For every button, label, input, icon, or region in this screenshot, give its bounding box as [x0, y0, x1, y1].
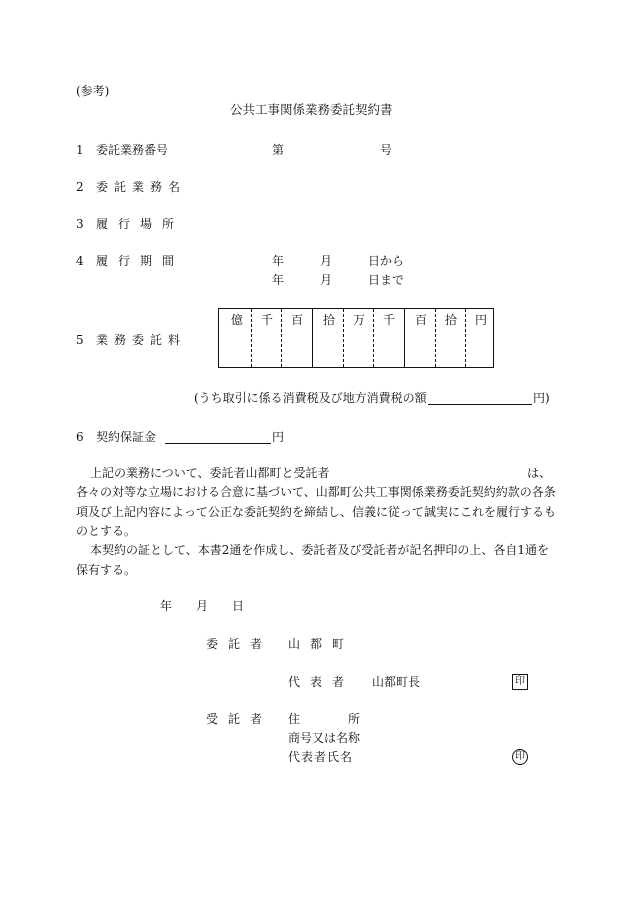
grid-divider: [251, 309, 252, 367]
grid-divider: [281, 309, 282, 367]
period-end-day: 日まで: [368, 273, 405, 287]
consignor-label: 委託者: [206, 637, 273, 651]
item2-label: 委託業務名: [96, 180, 187, 194]
item6-number: 6: [76, 430, 84, 444]
grid-divider: [312, 309, 313, 367]
address-label: 住: [288, 712, 301, 726]
representative-name: 山都町長: [372, 675, 421, 689]
address-label-2: 所: [348, 712, 361, 726]
amount-digit-cell[interactable]: 百: [414, 313, 427, 327]
seal-round-icon: 印: [512, 749, 528, 765]
paragraph1-head: 上記の業務について、委託者山都町と受託者: [90, 466, 330, 480]
grid-divider: [373, 309, 374, 367]
item6-label: 契約保証金: [96, 430, 157, 444]
representative-label: 代表者: [288, 675, 355, 689]
consignor-name: 山都町: [288, 637, 355, 651]
representative-name-label: 代表者氏名: [288, 750, 354, 764]
amount-grid: [218, 308, 494, 368]
amount-digit-cell[interactable]: 億: [230, 313, 243, 327]
date-year: 年: [160, 599, 173, 613]
period-end-month: 月: [320, 273, 333, 287]
amount-digit-cell[interactable]: 拾: [322, 313, 335, 327]
item1-label: 委託業務番号: [96, 143, 169, 157]
amount-digit-cell[interactable]: 拾: [444, 313, 457, 327]
paragraph1-tail: は、: [527, 466, 552, 480]
tax-yen: 円): [533, 391, 550, 405]
period-start-day: 日から: [368, 254, 405, 268]
item3-number: 3: [76, 217, 84, 231]
document-title: 公共工事関係業務委託契約書: [230, 102, 393, 117]
period-start-year: 年: [272, 254, 285, 268]
amount-digit-cell[interactable]: 千: [260, 313, 273, 327]
item4-number: 4: [76, 254, 84, 268]
item1-number: 1: [76, 143, 84, 157]
date-day: 日: [232, 599, 245, 613]
grid-divider: [343, 309, 344, 367]
grid-divider: [465, 309, 466, 367]
tax-note: (うち取引に係る消費税及び地方消費税の額: [194, 391, 427, 405]
amount-digit-cell[interactable]: 千: [382, 313, 395, 327]
grid-divider: [404, 309, 405, 367]
item5-number: 5: [76, 333, 84, 347]
item3-label: 履行場所: [96, 217, 185, 231]
company-name-label: 商号又は名称: [288, 731, 361, 745]
reference-label: (参考): [76, 84, 110, 98]
period-end-year: 年: [272, 273, 285, 287]
amount-digit-cell[interactable]: 万: [352, 313, 365, 327]
amount-digit-cell[interactable]: 円: [474, 313, 487, 327]
item4-label: 履行期間: [96, 254, 185, 268]
seal-square-icon: 印: [512, 674, 528, 690]
amount-digit-cell[interactable]: 百: [290, 313, 303, 327]
item2-number: 2: [76, 180, 84, 194]
paragraph1-body: 各々の対等な立場における合意に基づいて、山都町公共工事関係業務委託契約約款の各条項及び上記内容によって公正な委託契約を締結し、信義に従って誠実にこれを履行するものとする。: [76, 485, 557, 538]
paragraph2: 本契約の証として、本書2通を作成し、委託者及び受託者が記名押印の上、各自1通を保有する。: [76, 543, 550, 577]
item1-prefix: 第: [272, 143, 285, 157]
item5-label: 業務委託料: [96, 333, 187, 347]
item1-suffix: 号: [380, 143, 393, 157]
deposit-amount-line[interactable]: [165, 443, 271, 444]
contractor-label: 受託者: [206, 712, 273, 726]
period-start-month: 月: [320, 254, 333, 268]
deposit-yen: 円: [272, 430, 285, 444]
date-month: 月: [196, 599, 209, 613]
tax-amount-line[interactable]: [428, 404, 532, 405]
grid-divider: [435, 309, 436, 367]
